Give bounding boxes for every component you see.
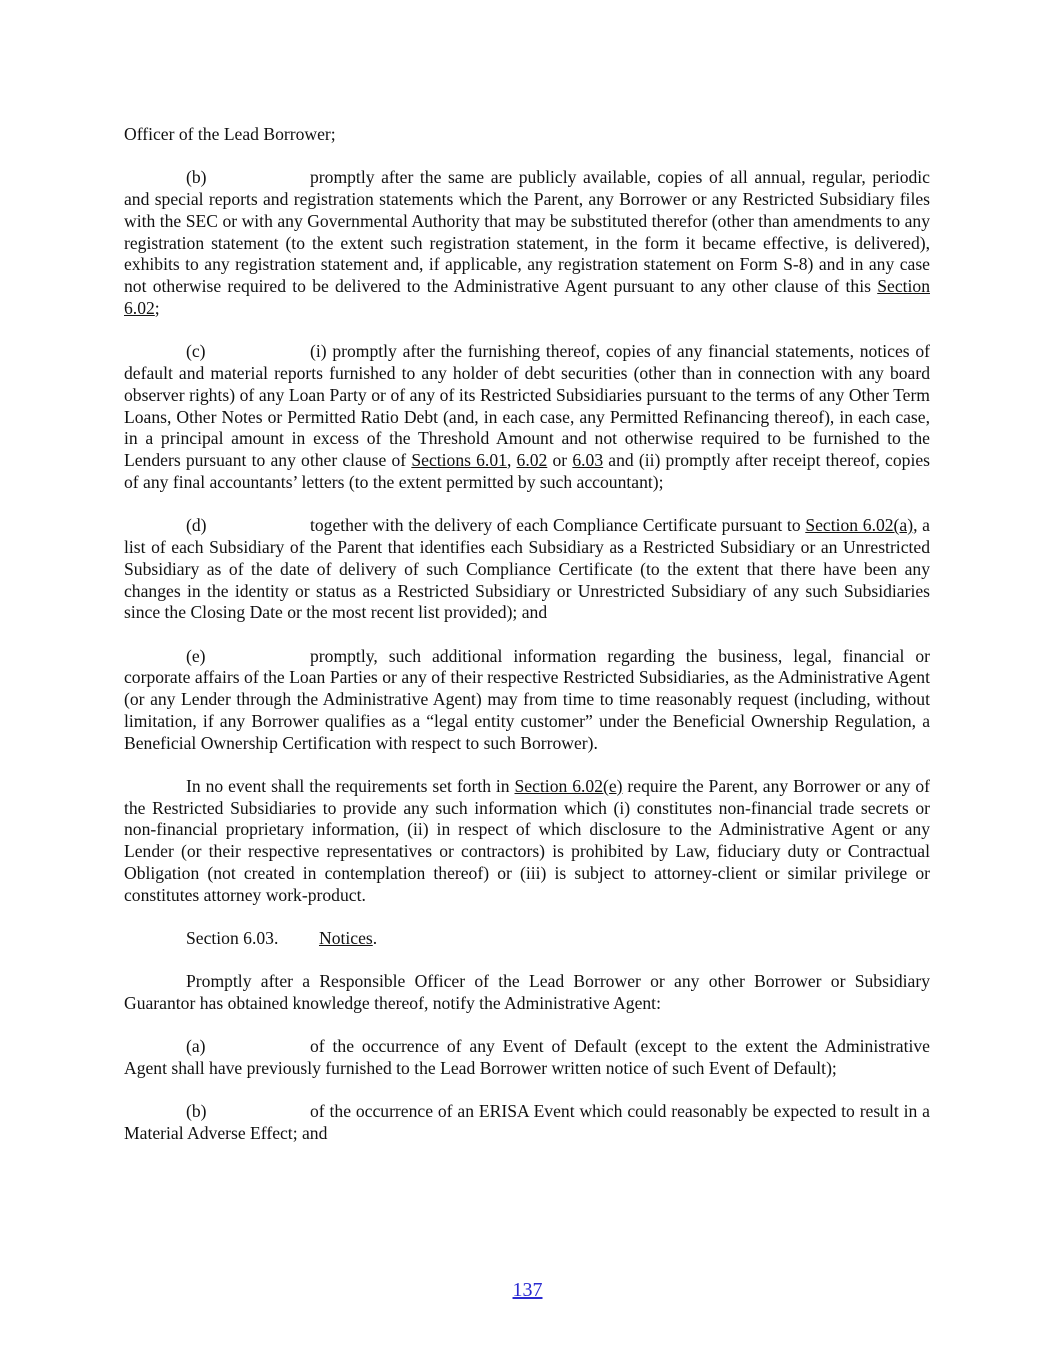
section-reference: Section 6.02(a) [805, 515, 914, 536]
section-number: Section 6.03. [186, 928, 279, 949]
clause-602-c [124, 341, 930, 494]
clause-602-b [124, 167, 930, 320]
clause-tail: and (ii) promptly after receipt thereof, copies of any final accountants’ letters (to the extent permitted by such accountant); [124, 450, 931, 492]
clause-text: promptly after the same are publicly available, copies of all annual, regular, periodic and special reports and registration statements which the Parent, any Borrower or any Restricted Subsidiary files with the SEC or with any Governmental Authority that may be substituted therefor (other than amendments to any registration statement (to the extent such registration statement, in the form it became effective, is delivered), exhibits to any registration statement and, if applicable, any registration statement on Form S-8) and in any case not otherwise required to be delivered to the Administrative Agent pursuant to any other clause of this [124, 167, 930, 297]
clause-text: promptly, such additional information regarding the business, legal, financial or corporate affairs of the Loan Parties or any of their respective Restricted Subsidiaries, as the Administrative Agent (or any Lender through the Administrative Agent) may from time to time reasonably request (including, without limitation, if any Borrower qualifies as a “legal entity customer” under the Beneficial Ownership Regulation, a Beneficial Ownership Certification with respect to such Borrower). [124, 645, 930, 753]
limitation-tail: require the Parent, any Borrower or any of the Restricted Subsidiaries to provide any such information which (i) constitutes non-financial trade secrets or non-financial proprietary information, (ii) in respect of which disclosure to the Administrative Agent or any Lender (or their respective representatives or contractors) is prohibited by Law, fiduciary duty or Contractual Obligation (not created in contemplation thereof) or (iii) is subject to attorney-client or similar privilege or constitutes attorney work-product. [124, 775, 930, 905]
clause-603-b [124, 1101, 930, 1145]
section-heading-603 [124, 928, 930, 950]
clause-tail: ; [154, 297, 160, 318]
section-title-tail: . [372, 928, 378, 949]
section-reference: Section 6.02(e) [514, 775, 623, 796]
limitation-lead: In no event shall the requirements set forth in [186, 775, 515, 796]
section-reference: Section 6.02 [124, 276, 930, 318]
clause-602-d [124, 515, 930, 624]
clause-text: of the occurrence of any Event of Default (except to the extent the Administrative Agent shall have previously furnished to the Lead Borrower written notice of such Event of Default); [124, 1036, 930, 1079]
clause-text: of the occurrence of an ERISA Event which could reasonably be expected to result in a Material Adverse Effect; and [124, 1101, 930, 1143]
document-page [124, 124, 930, 1166]
clause-label: (e) [186, 645, 206, 666]
section-603-intro [124, 971, 930, 1015]
intro-text: Promptly after a Responsible Officer of the Lead Borrower or any other Borrower or Subsidiary Guarantor has obtained knowledge thereof, notify the Administrative Agent: [124, 971, 930, 1014]
clause-tail: , a list of each Subsidiary of the Parent that identifies each Subsidiary as a Restricted Subsidiary or an Unrestricted Subsidiary as of the date of delivery of such Compliance Certificate (to the extent that there have been any changes in the identity or status as a Restricted Subsidiary or Unrestricted Subsidiary of any such Subsidiaries since the Closing Date or the most recent list provided); and [124, 515, 930, 623]
clause-text: (i) promptly after the furnishing thereof, copies of any financial statements, notices of default and material reports furnished to any holder of debt securities (other than in connection with any board observer rights) of any Loan Party or of any of its Restricted Subsidiaries pursuant to the terms of any Other Term Loans, Other Notes or Permitted Ratio Debt (and, in each case, any Permitted Refinancing thereof), in each case, in a principal amount in excess of the Threshold Amount and not otherwise required to be furnished to the Lenders pursuant to any other clause of [124, 341, 930, 471]
continuation-text: Officer of the Lead Borrower; [124, 124, 336, 144]
page-number-link[interactable]: 137 [512, 1279, 543, 1301]
section-reference: Sections 6.01 [411, 450, 507, 471]
separator: , [506, 450, 517, 471]
clause-label: (b) [186, 1101, 207, 1122]
clause-602-e [124, 646, 930, 755]
separator: or [547, 450, 573, 471]
clause-text: together with the delivery of each Compliance Certificate pursuant to [310, 515, 806, 536]
continuation-line [124, 124, 930, 146]
limitation-paragraph [124, 776, 930, 907]
section-reference: 6.03 [572, 450, 604, 471]
clause-label: (c) [186, 341, 206, 362]
page-footer [0, 1279, 1055, 1302]
section-reference: 6.02 [516, 450, 548, 471]
clause-label: (d) [186, 515, 207, 536]
clause-label: (a) [186, 1036, 206, 1057]
section-title: Notices [319, 928, 373, 949]
clause-603-a [124, 1036, 930, 1080]
clause-label: (b) [186, 167, 207, 188]
